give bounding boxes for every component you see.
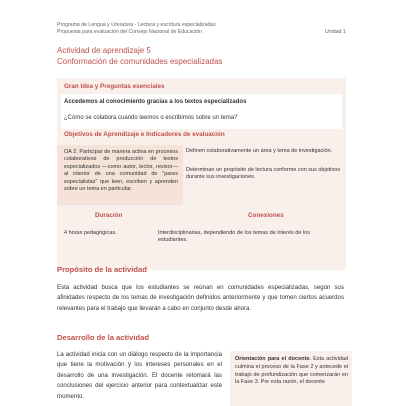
header-line-2: Propuesta para evaluación del Consejo Nacional de Educación <box>57 28 203 35</box>
purpose-heading: Propósito de la actividad <box>57 265 147 274</box>
teacher-orientation-text <box>235 356 348 387</box>
essential-question: ¿Cómo se colabora cuando leemos o escribimos sobre un tema? <box>64 115 238 121</box>
duration-value: 4 horas pedagógicas. <box>64 230 117 236</box>
duration-heading: Duración <box>95 212 123 219</box>
connections-value: Interdisciplinarias, dependiendo de los temas de interés de los estudiantes. <box>158 230 310 244</box>
activity-title: Conformación de comunidades especializadas <box>57 57 223 66</box>
development-text: La actividad inicia con un diálogo respecto de la importancia que tiene la motivación y los intereses personales en el desarrollo de una investigación. El docente retomará las conclusiones del ejercicio anterior para contextualizar este momento. <box>57 351 222 400</box>
header-line-1: Programa de Lengua y Literatura - Lectura y escritura especializadas <box>57 22 216 28</box>
learning-objective-text: OA 2. Participar de manera activa en procesos colaborativos de producción de textos especializados —como autor, lector, revisor— al interior de una comunidad de "pares especialistas" que leen, escriben y aprenden sobre un tema en particular. <box>64 149 178 193</box>
unit-label: Unidad 1 <box>325 29 346 35</box>
connections-heading: Conexiones <box>248 212 284 219</box>
indicator-1: Definen colaborativamente un área y tema de investigación. <box>186 148 333 154</box>
big-idea-heading: Gran Idea y Preguntas esenciales <box>64 83 165 90</box>
objectives-heading: Objetivos de Aprendizaje e Indicadores de evaluación <box>64 131 225 138</box>
purpose-text: Esta actividad busca que los estudiantes se reúnan en comunidades especializadas, según sus afinidades respecto de los temas de investigación definidos anteriormente y que tomen ciertos acuerdos relevantes para el trabajo que llevarán a cabo en conjunto desde ahora. <box>57 284 344 312</box>
big-idea-statement: Accedemos al conocimiento gracias a los textos especializados <box>64 99 247 105</box>
activity-number: Actividad de aprendizaje 5 <box>57 46 151 55</box>
orientation-body: Esta actividad culmina el proceso de la Fase 2 y antecede el trabajo de profundización que comenzarán en la Fase 3. Por esta razón, el docente <box>235 356 349 386</box>
header-program <box>57 22 357 35</box>
orientation-label: Orientación para el docente. <box>235 356 311 362</box>
indicator-2: Determinan un propósito de lectura conforme con sus objetivos durante sus investigaciones. <box>186 167 341 181</box>
development-heading: Desarrollo de la actividad <box>57 333 150 342</box>
